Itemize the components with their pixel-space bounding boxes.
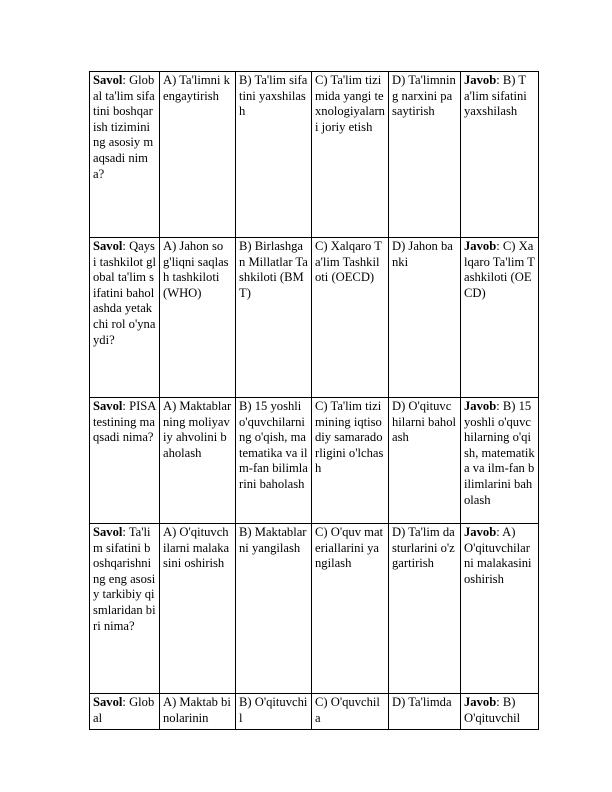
answer-text: B) O'qituvchil — [464, 695, 521, 725]
option-text: C) Ta'lim tizimida yangi texnologiyalarni joriy etish — [315, 73, 385, 134]
option-b-cell — [236, 524, 312, 694]
option-c-cell — [312, 72, 389, 238]
option-text: D) Ta'limning narxini pasaytirish — [392, 73, 456, 119]
option-d-cell — [389, 398, 461, 524]
answer-label: Javob — [464, 239, 497, 253]
option-text: B) Ta'lim sifatini yaxshilash — [239, 73, 308, 119]
answer-text: B) Ta'lim sifatini yaxshilash — [464, 73, 527, 119]
table-row — [90, 524, 539, 694]
option-b-cell — [236, 398, 312, 524]
question-text: Qaysi tashkilot global ta'lim sifatini baholashda yetakchi rol o'ynaydi? — [93, 239, 156, 347]
option-text: C) Ta'lim tizimining iqtisodiy samaradorligini o'lchash — [315, 399, 384, 476]
option-text: A) Jahon sog'liqni saqlash tashkiloti (WHO) — [163, 239, 229, 300]
question-cell: Savol: Qaysi tashkilot global ta'lim sifatini baholashda yetakchi rol o'ynaydi? — [90, 238, 160, 398]
option-text: B) Birlashgan Millatlar Tashkiloti (BMT) — [239, 239, 308, 300]
question-text: Global — [93, 695, 155, 725]
question-text: Ta'lim sifatini boshqarishning eng asosiy tarkibiy qismlaridan biri nima? — [93, 525, 156, 633]
option-c-cell — [312, 524, 389, 694]
option-b-cell — [236, 238, 312, 398]
option-b-cell — [236, 694, 312, 730]
answer-label: Javob — [464, 695, 497, 709]
answer-label: Javob — [464, 525, 497, 539]
option-text: D) O'qituvchilarni baholash — [392, 399, 457, 445]
option-text: B) O'qituvchil — [239, 695, 308, 725]
question-cell: Savol: Ta'lim sifatini boshqarishning eng asosiy tarkibiy qismlaridan biri nima? — [90, 524, 160, 694]
option-d-cell — [389, 238, 461, 398]
question-label: Savol — [93, 399, 123, 413]
option-text: D) Ta'lim dasturlarini o'zgartirish — [392, 525, 455, 571]
answer-text: C) Xalqaro Ta'lim Tashkiloti (OECD) — [464, 239, 535, 300]
option-b-cell — [236, 72, 312, 238]
option-a-cell — [160, 694, 236, 730]
answer-cell: Javob: B) Ta'lim sifatini yaxshilash — [461, 72, 539, 238]
table-row — [90, 398, 539, 524]
quiz-table — [89, 71, 539, 730]
option-c-cell — [312, 398, 389, 524]
option-a-cell — [160, 524, 236, 694]
option-text: B) Maktablarni yangilash — [239, 525, 307, 555]
question-cell: Savol: Global — [90, 694, 160, 730]
question-label: Savol — [93, 695, 123, 709]
table-row — [90, 72, 539, 238]
option-text: A) Maktab binolarinin — [163, 695, 231, 725]
answer-cell: Javob: A) O'qituvchilarni malakasini oshirish — [461, 524, 539, 694]
answer-cell: Javob: B) 15 yoshli o'quvchilarning o'qish, matematika va ilm-fan bilimlarini baholash — [461, 398, 539, 524]
option-text: A) Maktablarning moliyaviy ahvolini baholash — [163, 399, 232, 460]
question-cell: Savol: PISA testining maqsadi nima? — [90, 398, 160, 524]
option-text: C) O'quv materiallarini yangilash — [315, 525, 384, 571]
option-c-cell — [312, 238, 389, 398]
answer-text: B) 15 yoshli o'quvchilarning o'qish, matematika va ilm-fan bilimlarini baholash — [464, 399, 535, 507]
option-c-cell — [312, 694, 389, 730]
answer-label: Javob — [464, 399, 497, 413]
table-row — [90, 238, 539, 398]
answer-text: A) O'qituvchilarni malakasini oshirish — [464, 525, 532, 586]
option-a-cell — [160, 398, 236, 524]
answer-label: Javob — [464, 73, 497, 87]
option-text: C) O'quvchila — [315, 695, 380, 725]
question-label: Savol — [93, 525, 123, 539]
option-d-cell — [389, 524, 461, 694]
option-text: D) Ta'limda — [392, 695, 452, 709]
option-text: C) Xalqaro Ta'lim Tashkiloti (OECD) — [315, 239, 382, 285]
answer-cell: Javob: C) Xalqaro Ta'lim Tashkiloti (OECD) — [461, 238, 539, 398]
option-d-cell — [389, 694, 461, 730]
table-row — [90, 694, 539, 730]
question-cell: Savol: Global ta'lim sifatini boshqarish tizimining asosiy maqsadi nima? — [90, 72, 160, 238]
question-text: Global ta'lim sifatini boshqarish tizimining asosiy maqsadi nima? — [93, 73, 155, 181]
option-text: B) 15 yoshli o'quvchilarning o'qish, matematika va ilm-fan bilimlarini baholash — [239, 399, 308, 491]
option-text: A) Ta'limni kengaytirish — [163, 73, 230, 103]
option-a-cell — [160, 72, 236, 238]
answer-cell: Javob: B) O'qituvchil — [461, 694, 539, 730]
option-a-cell — [160, 238, 236, 398]
option-text: D) Jahon banki — [392, 239, 453, 269]
question-label: Savol — [93, 239, 123, 253]
option-text: A) O'qituvchilarni malakasini oshirish — [163, 525, 230, 571]
question-label: Savol — [93, 73, 123, 87]
question-text: PISA testining maqsadi nima? — [93, 399, 156, 445]
option-d-cell — [389, 72, 461, 238]
